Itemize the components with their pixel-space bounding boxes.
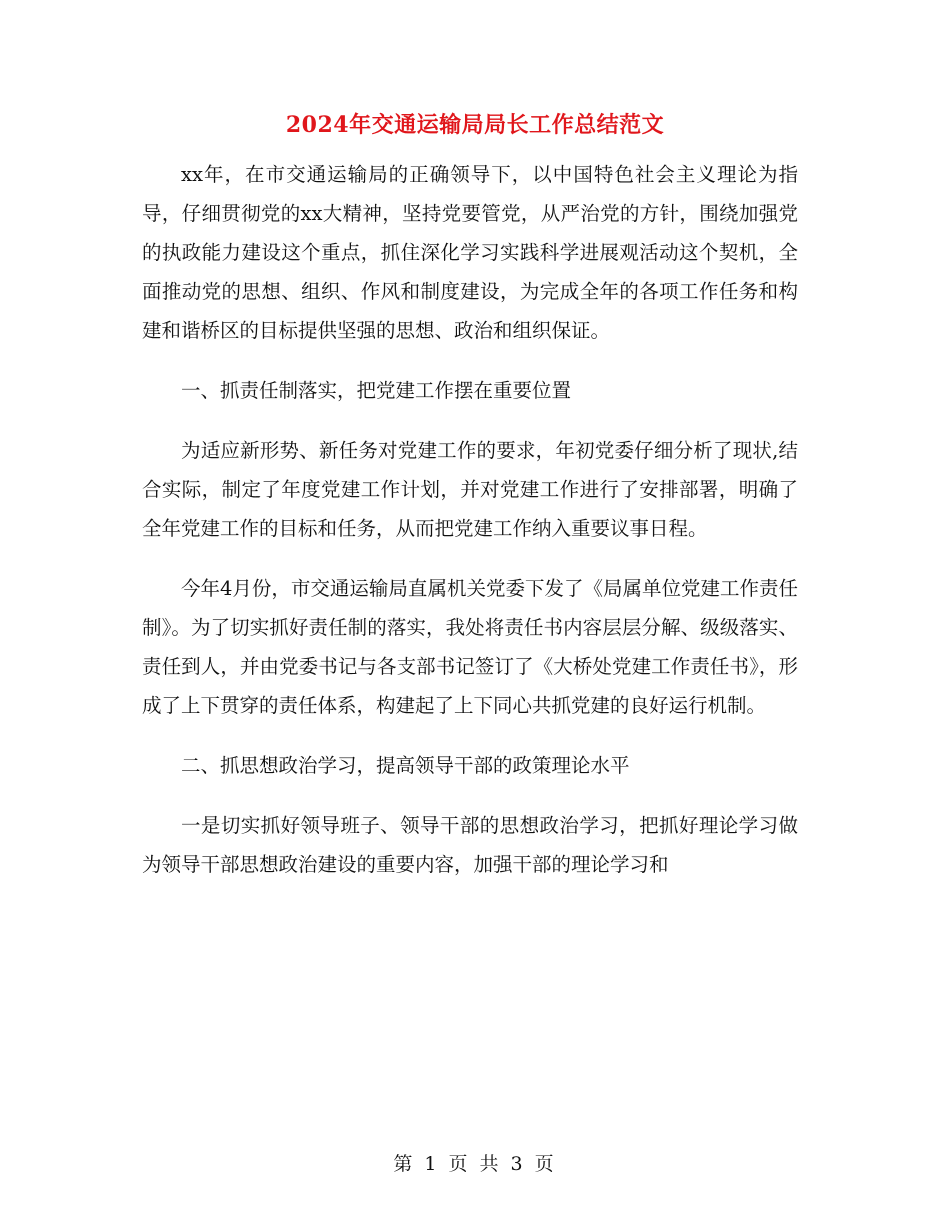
document-body bbox=[142, 155, 798, 884]
document-title: 2024年交通运输局局长工作总结范文 bbox=[285, 112, 665, 138]
paragraph-section-1b: 今年4月份，市交通运输局直属机关党委下发了《局属单位党建工作责任制》。为了切实抓好责任制的落实，我处将责任书内容层层分解、级级落实、责任到人，并由党委书记与各支部书记签订了《大桥处党建工作责任书》，形成了上下贯穿的责任体系，构建起了上下同心共抓党建的良好运行机制。 bbox=[142, 577, 798, 717]
section-heading-2: 二、抓思想政治学习，提高领导干部的政策理论水平 bbox=[181, 754, 630, 777]
page-number-footer: 第 1 页 共 3 页 bbox=[393, 1153, 557, 1175]
paragraph-section-2a: 一是切实抓好领导班子、领导干部的思想政治学习，把抓好理论学习做为领导干部思想政治建设的重要内容，加强干部的理论学习和 bbox=[142, 814, 798, 876]
paragraph-intro: xx年，在市交通运输局的正确领导下，以中国特色社会主义理论为指导，仔细贯彻党的xx大精神，坚持党要管党，从严治党的方针，围绕加强党的执政能力建设这个重点，抓住深化学习实践科学进展观活动这个契机，全面推动党的思想、组织、作风和制度建设，为完成全年的各项工作任务和构建和谐桥区的目标提供坚强的思想、政治和组织保证。 bbox=[142, 163, 798, 342]
paragraph-section-1a: 为适应新形势、新任务对党建工作的要求，年初党委仔细分析了现状,结合实际，制定了年度党建工作计划，并对党建工作进行了安排部署，明确了全年党建工作的目标和任务，从而把党建工作纳入重要议事日程。 bbox=[142, 439, 798, 540]
section-heading-1: 一、抓责任制落实，把党建工作摆在重要位置 bbox=[181, 379, 572, 402]
